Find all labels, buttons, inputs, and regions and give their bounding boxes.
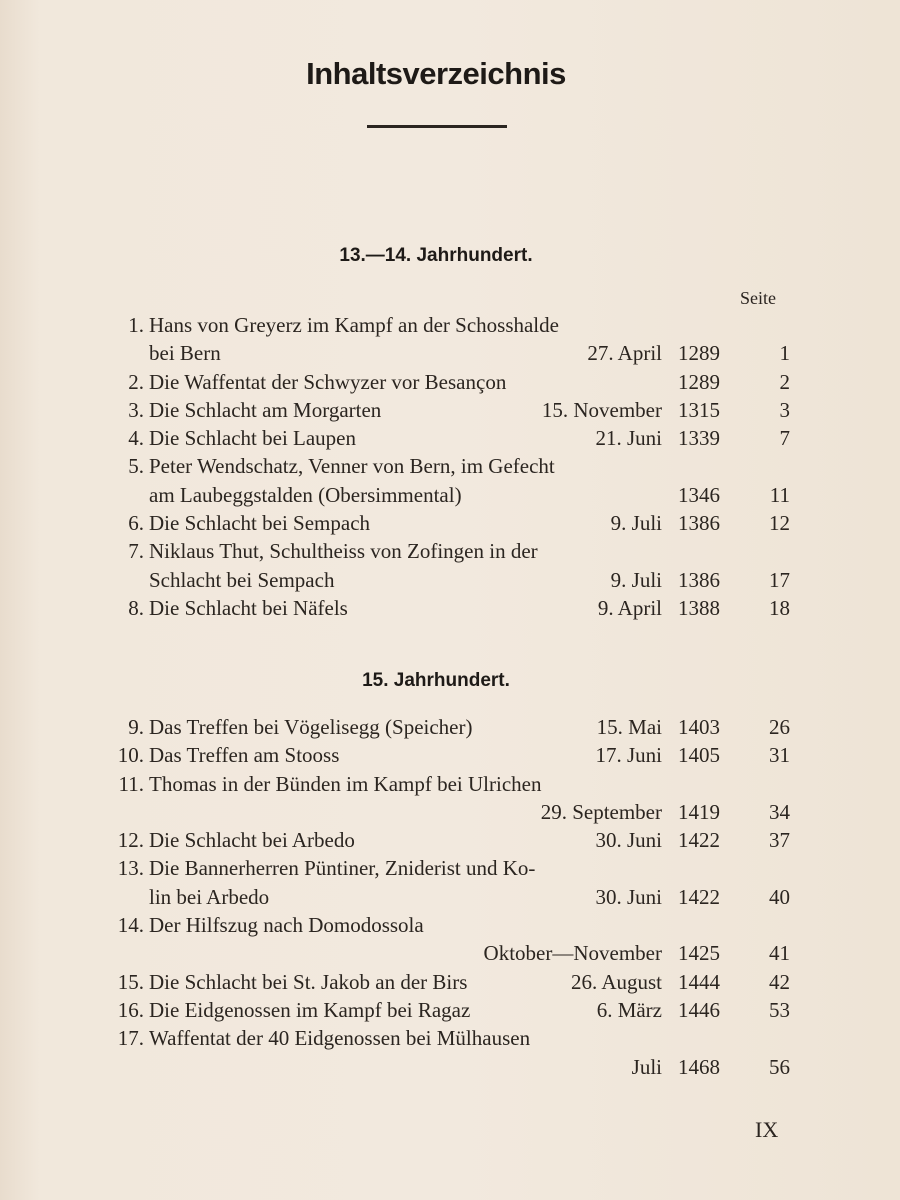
toc-line — [100, 996, 790, 1024]
toc-num: 17. — [117, 1026, 144, 1051]
toc-page: 1 — [779, 341, 790, 366]
toc-num — [100, 566, 149, 594]
toc-page: 31 — [769, 743, 790, 768]
toc-year: 1339 — [678, 426, 720, 451]
toc-date: 30. Juni — [595, 884, 662, 909]
toc-text: Die Schlacht bei Laupen — [149, 426, 357, 451]
toc-page — [720, 770, 790, 798]
toc-page — [720, 854, 790, 882]
toc-num: 1. — [128, 313, 144, 337]
toc-text: Der Hilfszug nach Domodossola — [149, 913, 424, 938]
toc-line — [100, 911, 790, 939]
toc-year — [668, 311, 720, 339]
toc-line — [100, 1024, 790, 1052]
toc-num — [100, 798, 149, 826]
toc-text: Die Bannerherren Püntiner, Zniderist und Ko- — [149, 856, 536, 881]
toc-page: 41 — [769, 941, 790, 966]
toc-date: 26. August — [570, 969, 662, 994]
toc-num — [100, 1053, 149, 1081]
toc-year — [668, 911, 720, 939]
toc-text: Die Waffentat der Schwyzer vor Besançon — [149, 369, 507, 394]
toc-num: 12. — [117, 828, 144, 853]
toc-line — [100, 424, 790, 452]
toc-text: Das Treffen am Stooss — [149, 743, 340, 768]
toc-page — [720, 452, 790, 480]
toc-line — [100, 713, 790, 741]
toc-text: am Laubeggstalden (Obersimmental) — [149, 482, 462, 507]
toc-year — [668, 770, 720, 798]
toc-year: 1425 — [678, 941, 720, 966]
toc-date: Juli — [631, 1054, 662, 1079]
toc-text: Die Schlacht bei St. Jakob an der Birs — [149, 969, 468, 994]
toc-num — [100, 939, 149, 967]
toc-year: 1315 — [678, 397, 720, 422]
section-heading-13-14: 13.—14. Jahrhundert. — [339, 245, 533, 266]
title-divider — [367, 125, 507, 128]
toc-line — [100, 883, 790, 911]
toc-year: 1403 — [678, 715, 720, 739]
toc-year — [668, 1024, 720, 1052]
toc-line — [100, 798, 790, 826]
toc-num: 10. — [117, 743, 144, 768]
toc-year: 1289 — [678, 341, 720, 366]
toc-line — [100, 854, 790, 882]
toc-list-15 — [100, 713, 790, 1081]
toc-num: 2. — [128, 369, 144, 394]
toc-page: 7 — [779, 426, 790, 451]
toc-num: 14. — [117, 913, 144, 938]
toc-year: 1444 — [678, 969, 720, 994]
toc-date: 6. März — [596, 997, 662, 1022]
toc-num — [100, 481, 149, 509]
toc-date: 30. Juni — [595, 828, 662, 853]
toc-text: Die Schlacht am Morgarten — [149, 397, 382, 422]
toc-date: Oktober—November — [483, 941, 662, 966]
toc-num — [100, 339, 149, 367]
toc-text — [149, 798, 541, 826]
toc-year: 1468 — [678, 1054, 720, 1079]
section-heading-15: 15. Jahrhundert. — [362, 670, 510, 691]
toc-page — [720, 911, 790, 939]
toc-line — [100, 509, 790, 537]
toc-text: Die Schlacht bei Sempach — [149, 511, 371, 536]
toc-page: 37 — [769, 828, 790, 853]
toc-num — [100, 883, 149, 911]
toc-num: 11. — [118, 771, 144, 796]
toc-line — [100, 396, 790, 424]
toc-year: 1405 — [678, 743, 720, 768]
toc-year: 1446 — [678, 997, 720, 1022]
toc-page: 18 — [769, 595, 790, 620]
toc-page: 42 — [769, 969, 790, 994]
toc-year: 1388 — [678, 595, 720, 620]
toc-line — [100, 481, 790, 509]
toc-line — [100, 537, 790, 565]
toc-year: 1346 — [678, 482, 720, 507]
page-column-label: Seite — [740, 288, 776, 308]
toc-year: 1419 — [678, 799, 720, 824]
toc-date: 15. Mai — [596, 715, 662, 739]
toc-num: 16. — [117, 997, 144, 1022]
toc-text: lin bei Arbedo — [149, 884, 270, 909]
toc-year — [668, 537, 720, 565]
toc-num: 13. — [117, 856, 144, 881]
toc-date: 17. Juni — [595, 743, 662, 768]
toc-text: bei Bern — [149, 341, 221, 366]
toc-line — [100, 741, 790, 769]
toc-line — [100, 452, 790, 480]
toc-date: 9. Juli — [610, 511, 662, 536]
toc-year — [668, 452, 720, 480]
page-folio: IX — [755, 1117, 779, 1142]
toc-year — [668, 854, 720, 882]
toc-text: Die Eidgenossen im Kampf bei Ragaz — [149, 997, 471, 1022]
toc-page: 11 — [769, 482, 790, 507]
toc-line — [100, 594, 790, 622]
toc-line — [100, 368, 790, 396]
toc-line — [100, 939, 790, 967]
toc-page: 26 — [769, 715, 790, 739]
toc-year: 1386 — [678, 511, 720, 536]
toc-line — [100, 1053, 790, 1081]
toc-page: 53 — [769, 997, 790, 1022]
toc-date: 15. November — [541, 397, 662, 422]
toc-list-13-14 — [100, 311, 790, 622]
toc-year: 1422 — [678, 884, 720, 909]
toc-text — [149, 939, 484, 967]
toc-page — [720, 311, 790, 339]
toc-num: 15. — [117, 969, 144, 994]
toc-page: 40 — [769, 884, 790, 909]
toc-page — [720, 537, 790, 565]
toc-text: Waffentat der 40 Eidgenossen bei Mülhausen — [149, 1026, 531, 1051]
toc-line — [100, 770, 790, 798]
toc-text: Die Schlacht bei Arbedo — [149, 828, 355, 853]
toc-text: Die Schlacht bei Näfels — [149, 595, 348, 620]
page-title: Inhaltsverzeichnis — [306, 56, 566, 91]
toc-page: 12 — [769, 511, 790, 536]
toc-date: 27. April — [587, 341, 662, 366]
toc-date: 9. Juli — [610, 567, 662, 592]
toc-text: Thomas in der Bünden im Kampf bei Ulrichen — [149, 771, 542, 796]
toc-text: Hans von Greyerz im Kampf an der Schosshalde — [149, 313, 559, 337]
toc-line — [100, 566, 790, 594]
toc-page: 56 — [769, 1054, 790, 1079]
toc-year: 1422 — [678, 828, 720, 853]
toc-num: 7. — [128, 539, 144, 564]
toc-line — [100, 339, 790, 367]
toc-text: Schlacht bei Sempach — [149, 567, 335, 592]
toc-page: 17 — [769, 567, 790, 592]
toc-text: Das Treffen bei Vögelisegg (Speicher) — [149, 715, 473, 739]
toc-line — [100, 826, 790, 854]
toc-num: 5. — [128, 454, 144, 479]
toc-page: 3 — [779, 397, 790, 422]
toc-page: 2 — [779, 369, 790, 394]
toc-date: 21. Juni — [595, 426, 662, 451]
toc-num: 6. — [128, 511, 144, 536]
toc-line — [100, 968, 790, 996]
toc-num: 9. — [128, 715, 144, 739]
toc-num: 3. — [128, 397, 144, 422]
toc-text: Niklaus Thut, Schultheiss von Zofingen in der — [149, 539, 538, 564]
toc-year: 1289 — [678, 369, 720, 394]
toc-line — [100, 311, 790, 339]
toc-num: 4. — [128, 426, 144, 451]
toc-page: 34 — [769, 799, 790, 824]
toc-page — [720, 1024, 790, 1052]
toc-text — [149, 1053, 632, 1081]
toc-date: 9. April — [597, 595, 662, 620]
toc-text: Peter Wendschatz, Venner von Bern, im Gefecht — [149, 454, 555, 479]
toc-num: 8. — [128, 595, 144, 620]
toc-year: 1386 — [678, 567, 720, 592]
toc-date: 29. September — [540, 799, 662, 824]
